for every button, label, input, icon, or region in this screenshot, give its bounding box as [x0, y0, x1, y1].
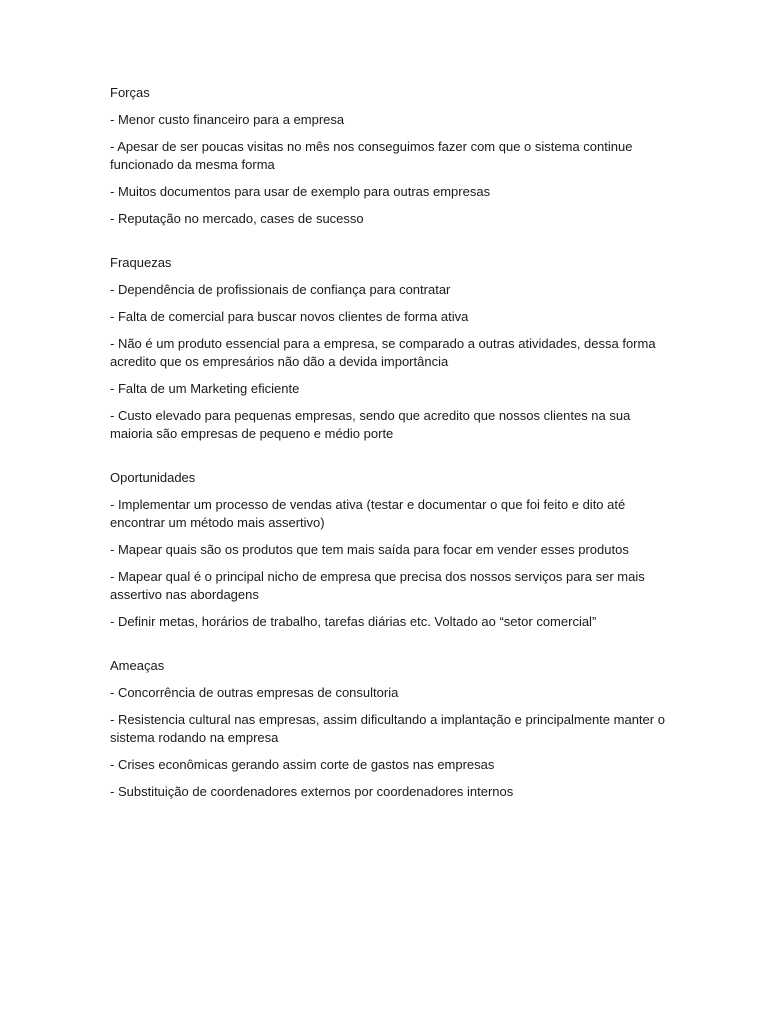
- list-item: - Custo elevado para pequenas empresas, sendo que acredito que nossos clientes na sua maioria são empresas de pequeno e médio porte: [110, 408, 631, 441]
- list-item: - Mapear quais são os produtos que tem mais saída para focar em vender esses produtos: [110, 542, 629, 557]
- list-item: - Falta de comercial para buscar novos clientes de forma ativa: [110, 309, 469, 324]
- section-heading: Ameaças: [110, 658, 165, 673]
- section-items: [110, 684, 666, 801]
- section-fraquezas: [110, 254, 666, 443]
- list-item: - Resistencia cultural nas empresas, assim dificultando a implantação e principalmente manter o sistema rodando na empresa: [110, 712, 665, 745]
- document-page: [110, 84, 666, 810]
- list-item: - Implementar um processo de vendas ativa (testar e documentar o que foi feito e dito até encontrar um método mais assertivo): [110, 497, 626, 530]
- list-item: - Não é um produto essencial para a empresa, se comparado a outras atividades, dessa forma acredito que os empresários não dão a devida importância: [110, 336, 656, 369]
- section-heading: Forças: [110, 85, 150, 100]
- list-item: - Mapear qual é o principal nicho de empresa que precisa dos nossos serviços para ser mais assertivo nas abordagens: [110, 569, 645, 602]
- section-items: [110, 111, 666, 228]
- section-items: [110, 496, 666, 631]
- section-forcas: [110, 84, 666, 228]
- list-item: - Concorrência de outras empresas de consultoria: [110, 685, 399, 700]
- list-item: - Definir metas, horários de trabalho, tarefas diárias etc. Voltado ao “setor comercial”: [110, 614, 597, 629]
- list-item: - Substituição de coordenadores externos por coordenadores internos: [110, 784, 514, 799]
- section-heading: Oportunidades: [110, 470, 196, 485]
- list-item: - Dependência de profissionais de confiança para contratar: [110, 282, 451, 297]
- section-items: [110, 281, 666, 443]
- list-item: - Muitos documentos para usar de exemplo para outras empresas: [110, 184, 491, 199]
- list-item: - Menor custo financeiro para a empresa: [110, 112, 345, 127]
- list-item: - Apesar de ser poucas visitas no mês nos conseguimos fazer com que o sistema continue funcionado da mesma forma: [110, 139, 633, 172]
- section-ameacas: [110, 657, 666, 801]
- section-heading: Fraquezas: [110, 255, 172, 270]
- section-oportunidades: [110, 469, 666, 631]
- list-item: - Reputação no mercado, cases de sucesso: [110, 211, 364, 226]
- list-item: - Crises econômicas gerando assim corte de gastos nas empresas: [110, 757, 495, 772]
- list-item: - Falta de um Marketing eficiente: [110, 381, 300, 396]
